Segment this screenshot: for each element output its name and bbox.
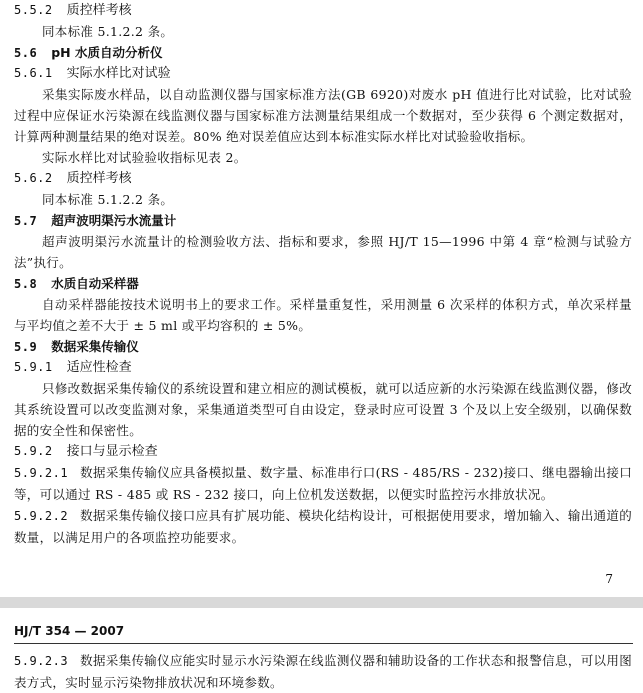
section-heading	[14, 210, 632, 231]
section-title: pH 水质自动分析仪	[51, 45, 163, 60]
clause-number: 5.9.2.2	[14, 509, 69, 523]
clause-text: 数据采集传输仪应能实时显示水污染源在线监测仪器和辅助设备的工作状态和报警信息，可以用图表方式，实时显示污染物排放状况和环境参数。	[14, 653, 632, 690]
page-gap	[0, 597, 643, 608]
section-number: 5.9	[14, 340, 38, 354]
section-title: 质控样考核	[66, 171, 132, 186]
paragraph: 超声波明渠污水流量计的检测验收方法、指标和要求，参照 HJ/T 15—1996 中第 4 章“检测与试验方法”执行。	[14, 234, 632, 270]
paragraph: 采集实际废水样品，以自动监测仪器与国家标准方法(GB 6920)对废水 pH 值进行比对试验，比对试验过程中应保证水污染源在线监测仪器与国家标准方法测量结果组成一个数据对，至少获得 6 个测定数据对，计算两种测量结果的绝对误差。80% 绝对误差值应达到本标准实际水样比对试验验收指标。	[14, 87, 632, 144]
subsection-heading	[14, 357, 632, 378]
subsection-heading	[14, 168, 632, 189]
section-number: 5.9.2	[14, 444, 53, 458]
section-title: 超声波明渠污水流量计	[51, 213, 177, 228]
paragraph: 实际水样比对试验验收指标见表 2。	[42, 150, 247, 165]
paragraph: 同本标准 5.1.2.2 条。	[42, 192, 174, 207]
clause-number: 5.9.2.3	[14, 654, 69, 668]
section-heading	[14, 42, 632, 63]
clause-text: 数据采集传输仪接口应具有扩展功能、模块化结构设计，可根据使用要求，增加输入、输出通道的数量，以满足用户的各项监控功能要求。	[14, 508, 632, 545]
document-page-2	[0, 608, 643, 690]
page-2-body	[14, 650, 632, 693]
numbered-paragraph	[14, 650, 632, 693]
section-number: 5.6.2	[14, 171, 53, 185]
section-heading	[14, 273, 632, 294]
page-header-standard-id: HJ/T 354 — 2007	[14, 624, 125, 638]
section-number: 5.7	[14, 214, 38, 228]
numbered-paragraph	[14, 505, 632, 548]
paragraph: 同本标准 5.1.2.2 条。	[42, 24, 174, 39]
clause-number: 5.9.2.1	[14, 466, 69, 480]
numbered-paragraph	[14, 462, 632, 505]
page-number: 7	[605, 572, 613, 586]
paragraph: 只修改数据采集传输仪的系统设置和建立相应的测试模板，就可以适应新的水污染源在线监测仪器，修改其系统设置可以改变监测对象，采集通道类型可自由设定，登录时应可设置 3 个及以上安全级别，以确保数据的安全性和保密性。	[14, 381, 632, 438]
section-title: 水质自动采样器	[51, 276, 139, 291]
section-title: 数据采集传输仪	[51, 339, 139, 354]
section-title: 接口与显示检查	[66, 444, 158, 459]
section-number: 5.6.1	[14, 66, 53, 80]
header-rule	[14, 643, 633, 644]
section-number: 5.6	[14, 46, 38, 60]
section-title: 质控样考核	[66, 3, 132, 18]
section-title: 实际水样比对试验	[66, 66, 171, 81]
subsection-heading	[14, 441, 632, 462]
section-title: 适应性检查	[66, 360, 132, 375]
clause-text: 数据采集传输仪应具备模拟量、数字量、标准串行口(RS - 485/RS - 232)接口、继电器输出接口等，可以通过 RS - 485 或 RS - 232 接口，向上位机发送数据，以便实时监控污水排放状况。	[14, 465, 632, 502]
paragraph: 自动采样器能按技术说明书上的要求工作。采样量重复性，采用测量 6 次采样的体积方式，单次采样量与平均值之差不大于 ± 5 ml 或平均容积的 ± 5%。	[14, 297, 632, 333]
section-number: 5.9.1	[14, 360, 53, 374]
subsection-heading	[14, 0, 632, 21]
section-number: 5.5.2	[14, 3, 53, 17]
page-1-body	[14, 0, 632, 548]
subsection-heading	[14, 63, 632, 84]
section-heading	[14, 336, 632, 357]
section-number: 5.8	[14, 277, 38, 291]
